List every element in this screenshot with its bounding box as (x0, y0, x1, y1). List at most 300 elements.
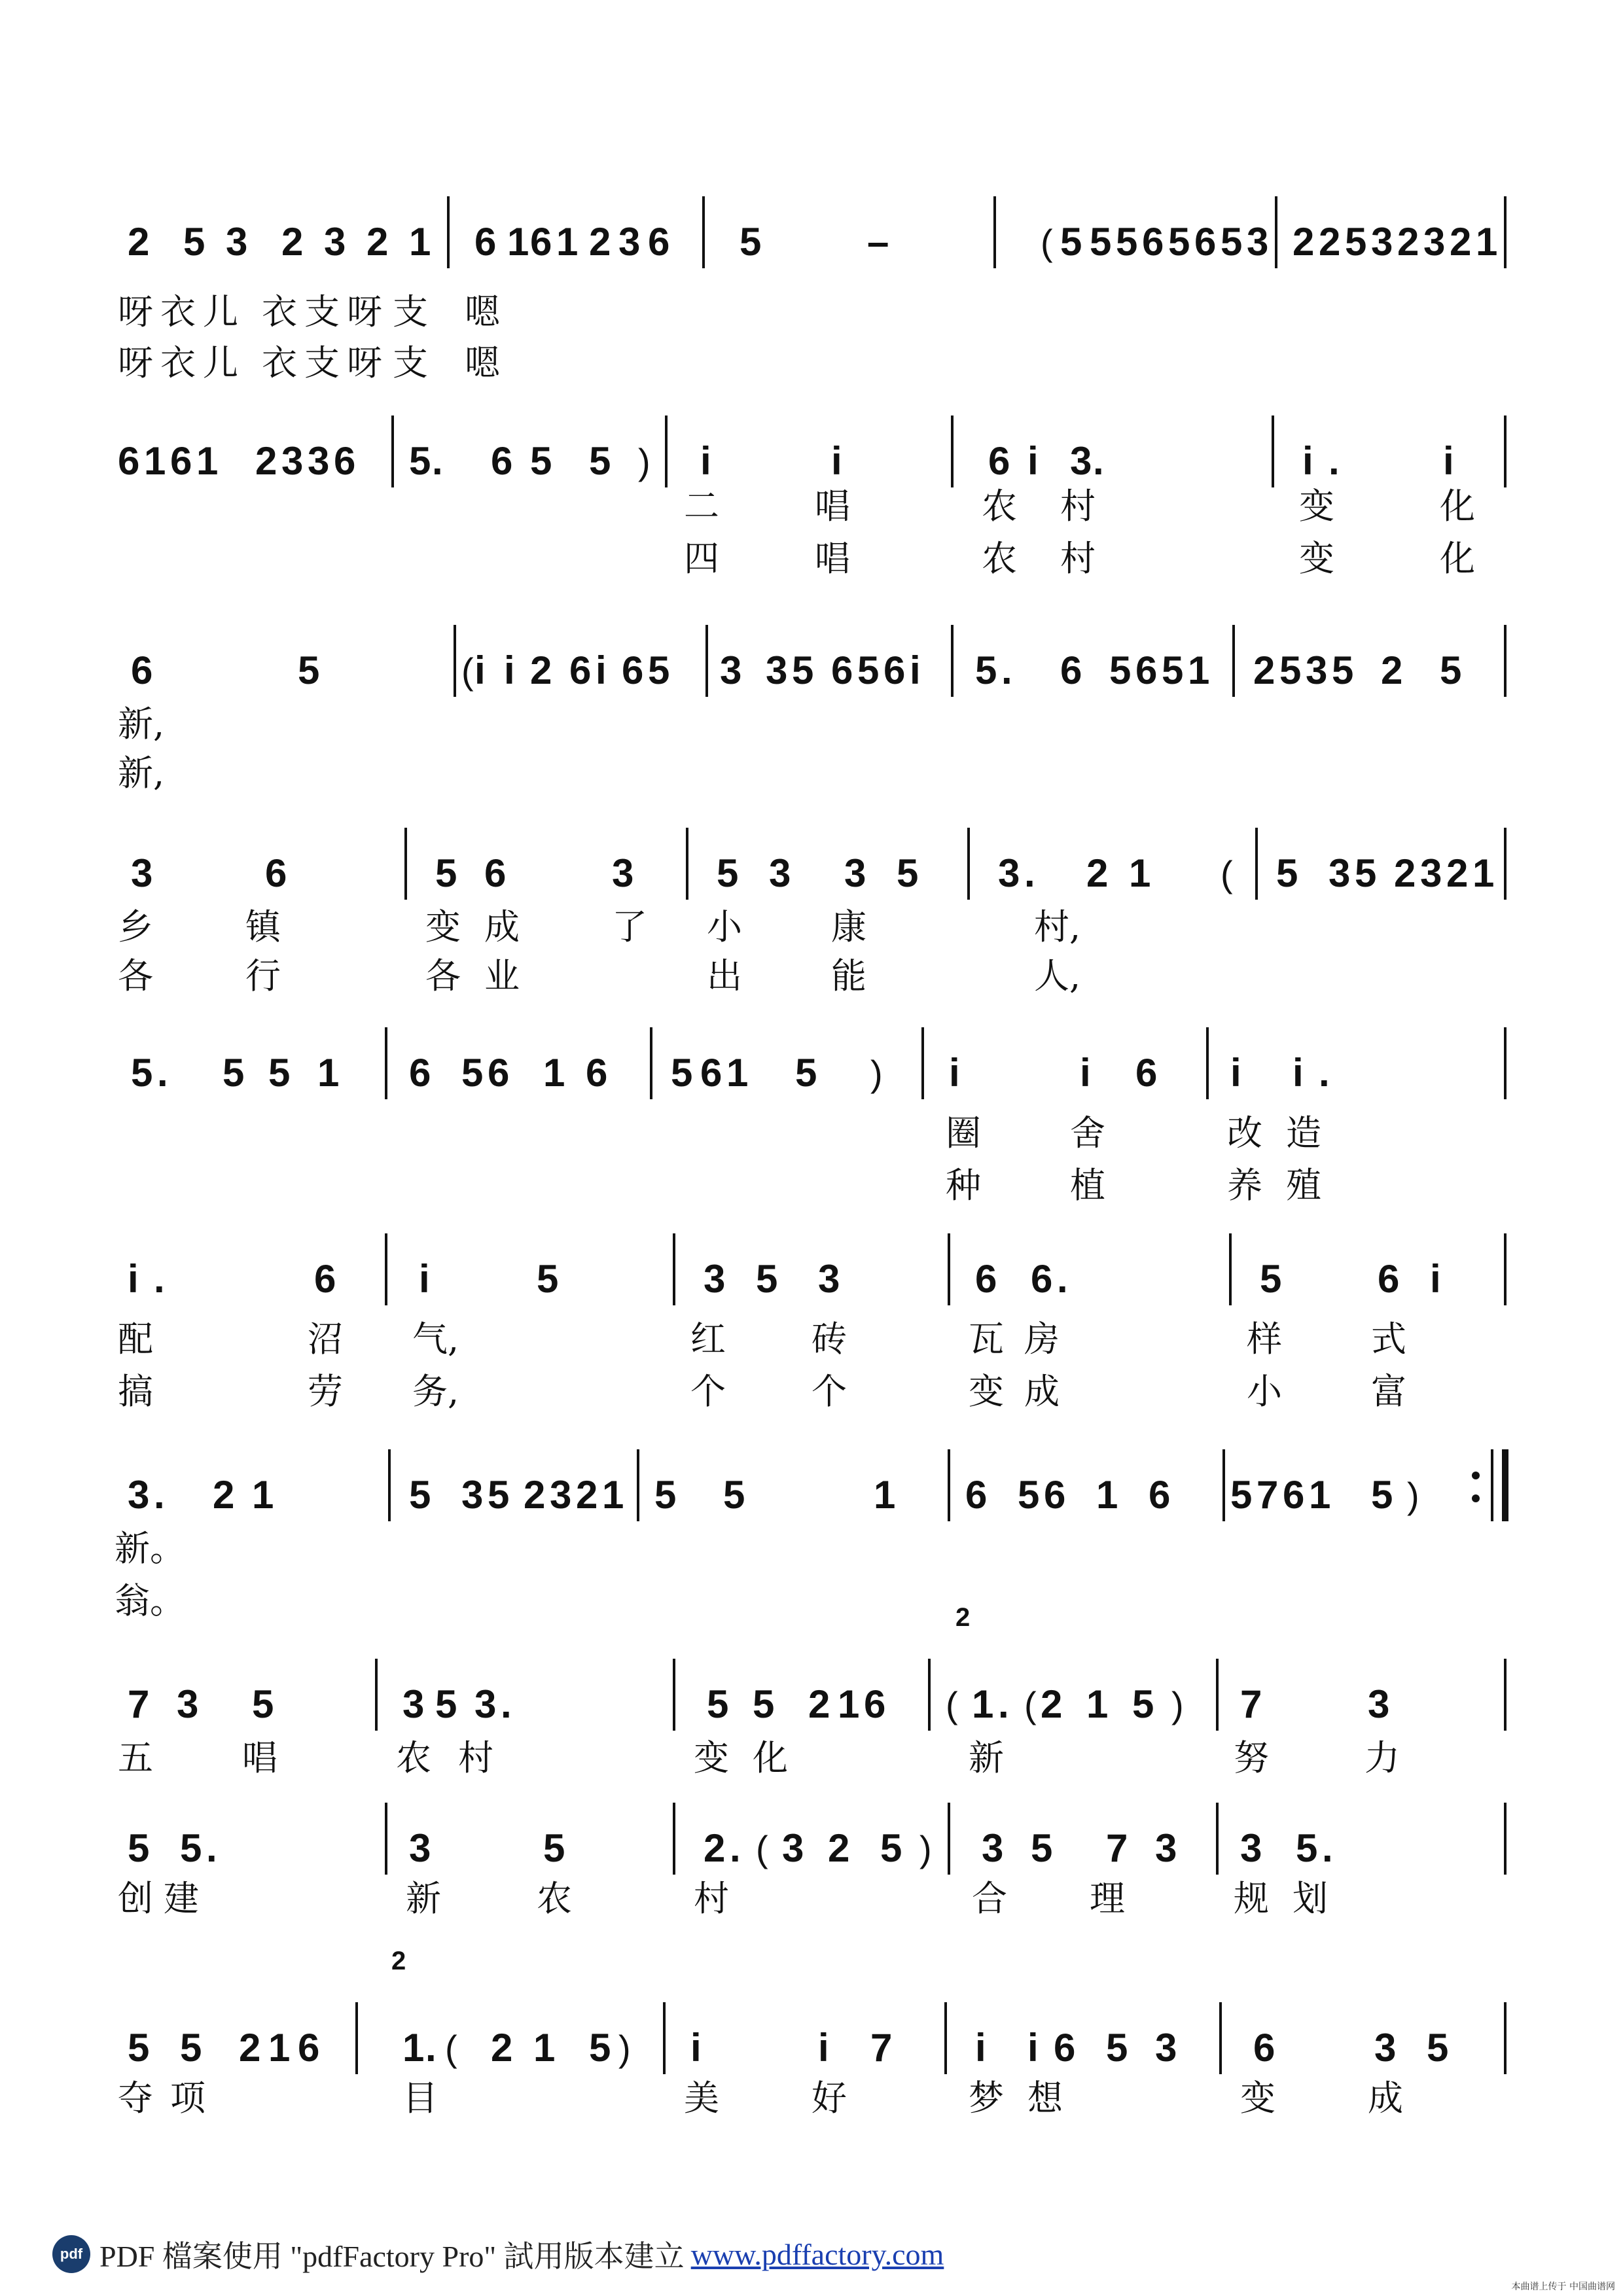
note: 2 (1450, 220, 1472, 264)
repeat-dot (1472, 1494, 1480, 1502)
note: 6 (170, 439, 192, 483)
note: 1 (1476, 220, 1498, 264)
note: i (831, 439, 842, 483)
note: 5 (1276, 851, 1298, 895)
note: 3 (982, 1826, 1004, 1870)
note: 5 (1090, 220, 1112, 264)
note: . (206, 1826, 217, 1870)
lyric-char: 儿 (203, 291, 238, 332)
lyric-char: 各 (425, 955, 461, 997)
lyric-char: 四 (684, 538, 719, 579)
note: 6 (831, 648, 853, 692)
lyric-char: 气, (412, 1318, 459, 1360)
note: 3 (1240, 1826, 1262, 1870)
lyric-char: 衣 (262, 291, 297, 332)
note: . (998, 1682, 1009, 1726)
note: i (975, 2026, 986, 2070)
lyric-char: 村 (1060, 486, 1096, 527)
note: 3 (766, 648, 788, 692)
note: 2 (281, 220, 304, 264)
note: 5 (975, 648, 997, 692)
note: i (1302, 439, 1313, 483)
note: 3 (131, 851, 153, 895)
lyric-char: 呀 (118, 291, 153, 332)
paren-symbol: ) (638, 441, 651, 482)
pdf-footer (52, 2231, 944, 2277)
lyric-char: 建 (164, 1878, 199, 1919)
note: 5 (880, 1826, 902, 1870)
note: i (818, 2026, 829, 2070)
note: 6 (1044, 1473, 1066, 1517)
note: i (700, 439, 711, 483)
note: 1 (402, 2026, 425, 2070)
note: 2 (1319, 220, 1341, 264)
lyric-char: 房 (1024, 1318, 1060, 1360)
lyric-char: 力 (1364, 1737, 1400, 1778)
note: 6 (474, 220, 497, 264)
note: 5 (435, 851, 457, 895)
lyric-char: 村 (458, 1737, 493, 1778)
note: 5 (648, 648, 670, 692)
note: 3 (461, 1473, 484, 1517)
note: 5 (1116, 220, 1138, 264)
note: 5 (857, 648, 880, 692)
lyric-char: 支 (304, 342, 340, 383)
lyric-char: 式 (1371, 1318, 1406, 1360)
note: 5 (1132, 1682, 1154, 1726)
note: 5 (1109, 648, 1132, 692)
lyric-char: 变 (694, 1737, 729, 1778)
lyric-char: 唱 (815, 486, 850, 527)
note: 5 (128, 2026, 150, 2070)
lyric-char: 想 (1027, 2077, 1063, 2119)
note: 3 (618, 220, 641, 264)
note: 2 (589, 220, 611, 264)
lyric-char: 翁。 (115, 1580, 185, 1621)
note: 5 (543, 1826, 565, 1870)
note: 6 (1054, 2026, 1076, 2070)
note: 5 (753, 1682, 775, 1726)
lyric-char: 乡 (118, 906, 153, 947)
lyric-char: 成 (1024, 1371, 1060, 1412)
note: 5 (1279, 648, 1302, 692)
note: 2 (1041, 1682, 1063, 1726)
lyric-char: 支 (393, 342, 428, 383)
note: 2 (808, 1682, 830, 1726)
note: 1 (874, 1473, 896, 1517)
note: 2 (213, 1473, 235, 1517)
note: 3 (1371, 220, 1393, 264)
note: 6 (409, 1051, 431, 1095)
note: 1 (838, 1682, 860, 1726)
note: 3 (1420, 851, 1442, 895)
lyric-char: 合 (972, 1878, 1007, 1919)
note: i (1443, 439, 1454, 483)
lyric-char: 创 (118, 1878, 153, 1919)
lyric-char: 圈 (946, 1112, 981, 1154)
note: 5 (488, 1473, 510, 1517)
note: 6 (883, 648, 906, 692)
note: 6 (491, 439, 513, 483)
lyric-char: 个 (812, 1371, 847, 1412)
lyric-char: 二 (684, 486, 719, 527)
note: 5 (1230, 1473, 1253, 1517)
note: 5 (461, 1051, 484, 1095)
note: 5 (723, 1473, 745, 1517)
note: 1 (1309, 1473, 1331, 1517)
lyric-char: 人, (1034, 955, 1081, 997)
lyric-char: 个 (690, 1371, 726, 1412)
paren-symbol: ( (946, 1684, 958, 1725)
note: 3 (550, 1473, 572, 1517)
lyric-char: 了 (612, 906, 647, 947)
note: 5 (268, 1051, 291, 1095)
note: 5 (1371, 1473, 1393, 1517)
lyric-char: 支 (393, 291, 428, 332)
lyric-char: 村 (1060, 538, 1096, 579)
lyric-char: 划 (1293, 1878, 1328, 1919)
note: 6 (530, 220, 552, 264)
note: 5 (795, 1051, 817, 1095)
lyric-char: 目 (402, 2077, 438, 2119)
lyric-char: 村, (1034, 906, 1081, 947)
note: 3 (474, 1682, 497, 1726)
note: 2 (491, 2026, 513, 2070)
note: 3 (612, 851, 634, 895)
lyric-char: 支 (304, 291, 340, 332)
note: 5 (1355, 851, 1377, 895)
lyric-char: 养 (1227, 1165, 1262, 1206)
note: . (432, 439, 443, 483)
lyric-char: 儿 (203, 342, 238, 383)
lyric-char: 呀 (118, 342, 153, 383)
note: 2 (524, 1473, 546, 1517)
note: 6 (569, 648, 592, 692)
note: 6 (488, 1051, 510, 1095)
note: 5 (183, 220, 205, 264)
note: 3 (281, 439, 304, 483)
note: 6 (1031, 1257, 1053, 1301)
lyric-char: 农 (396, 1737, 431, 1778)
note: 3 (998, 851, 1020, 895)
lyric-char: 新 (969, 1737, 1004, 1778)
note: 1 (972, 1682, 994, 1726)
note: 5 (717, 851, 739, 895)
lyric-char: 变 (1299, 486, 1334, 527)
corner-note: 本曲谱上传于 中国曲谱网 (1511, 2282, 1615, 2292)
lyric-char: 样 (1247, 1318, 1282, 1360)
lyric-char: 村 (694, 1878, 729, 1919)
note: 2 (1253, 648, 1275, 692)
note: . (1319, 1051, 1330, 1095)
lyric-char: 造 (1286, 1112, 1321, 1154)
lyric-char: 行 (245, 955, 281, 997)
lyric-char: 业 (484, 955, 520, 997)
lyric-char: 衣 (262, 342, 297, 383)
note: 6 (265, 851, 287, 895)
lyric-char: 舍 (1070, 1112, 1105, 1154)
note: 1 (726, 1051, 749, 1095)
note: 7 (128, 1682, 150, 1726)
note: 3 (844, 851, 866, 895)
note: 5 (435, 1682, 457, 1726)
note: 6 (1194, 220, 1217, 264)
paren-symbol: ( (1024, 1684, 1037, 1725)
note: 5 (1168, 220, 1190, 264)
note: 3 (704, 1257, 726, 1301)
lyric-char: 呀 (347, 342, 382, 383)
paren-symbol: ( (461, 650, 474, 692)
repeat-dot (1472, 1472, 1480, 1479)
note: 1 (1472, 851, 1495, 895)
note: i (1027, 439, 1039, 483)
note: . (1322, 1826, 1333, 1870)
note: 7 (870, 2026, 893, 2070)
note: 1 (317, 1051, 340, 1095)
lyric-char: 美 (684, 2077, 719, 2119)
note: 5 (671, 1051, 693, 1095)
note: 6 (965, 1473, 988, 1517)
note: 5 (1345, 220, 1367, 264)
note: 2 (1381, 648, 1403, 692)
lyric-char: 各 (118, 955, 153, 997)
note: 5 (1440, 648, 1462, 692)
lyric-char: 成 (484, 906, 520, 947)
note: 5 (1221, 220, 1243, 264)
lyric-char: 富 (1371, 1371, 1406, 1412)
note: 6 (586, 1051, 608, 1095)
lyric-char: 种 (946, 1165, 981, 1206)
note: 6 (314, 1257, 336, 1301)
note: 5 (792, 648, 814, 692)
note: 5 (707, 1682, 729, 1726)
note: 3 (402, 1682, 425, 1726)
note: . (157, 1051, 168, 1095)
note: i (1080, 1051, 1091, 1095)
note: i (1293, 1051, 1304, 1095)
lyric-char: 植 (1070, 1165, 1105, 1206)
note: . (1093, 439, 1104, 483)
note: 6 (118, 439, 140, 483)
note: 6 (1378, 1257, 1400, 1301)
note: i (474, 648, 486, 692)
paren-symbol: ( (1221, 853, 1233, 894)
lyric-char: 化 (1440, 486, 1475, 527)
note: 6 (1142, 220, 1164, 264)
lyric-char: 出 (707, 955, 742, 997)
note: 7 (1257, 1473, 1279, 1517)
note: 5 (409, 1473, 431, 1517)
note: 1 (144, 439, 166, 483)
note: 2 (704, 1826, 726, 1870)
note: 5 (180, 1826, 202, 1870)
note: 5 (252, 1682, 274, 1726)
lyric-char: 夺 (118, 2077, 153, 2119)
note: 1 (507, 220, 529, 264)
note: 5 (298, 648, 320, 692)
note: 5 (537, 1257, 559, 1301)
note: 3 (818, 1257, 840, 1301)
note: 6 (1135, 1051, 1158, 1095)
note: 3 (1329, 851, 1351, 895)
note: 3 (1423, 220, 1446, 264)
note: 5 (530, 439, 552, 483)
lyric-char: 变 (969, 1371, 1004, 1412)
note: 7 (1106, 1826, 1128, 1870)
note: 3 (226, 220, 248, 264)
note: 2 (239, 2026, 261, 2070)
note: – (867, 220, 889, 264)
note: 6 (864, 1682, 886, 1726)
note: 5 (1162, 648, 1184, 692)
lyric-char: 新。 (115, 1528, 185, 1569)
pdf-logo-icon: pdf (52, 2235, 90, 2273)
note: 1 (602, 1473, 624, 1517)
lyric-char: 砖 (812, 1318, 847, 1360)
note: 5 (897, 851, 919, 895)
note: 1 (196, 439, 219, 483)
note: . (425, 2026, 437, 2070)
note: 1 (252, 1473, 274, 1517)
grace-note: 2 (955, 1603, 971, 1632)
note: i (910, 648, 921, 692)
footer-text: PDF 檔案使用 "pdfFactory Pro" 試用版本建立 (99, 2240, 685, 2273)
note: 5 (409, 439, 431, 483)
note: i (690, 2026, 702, 2070)
note: 2 (1293, 220, 1315, 264)
lyric-char: 衣 (160, 342, 196, 383)
note: 1 (543, 1051, 565, 1095)
note: 3 (1155, 2026, 1177, 2070)
lyric-char: 劳 (308, 1371, 343, 1412)
note: 3 (177, 1682, 199, 1726)
note: 5 (1427, 2026, 1449, 2070)
note: 5 (756, 1257, 778, 1301)
lyric-char: 搞 (118, 1371, 153, 1412)
paren-symbol: ) (1171, 1684, 1184, 1725)
lyric-char: 沼 (308, 1318, 343, 1360)
lyric-char: 康 (831, 906, 866, 947)
note: 3 (1306, 648, 1328, 692)
lyric-char: 嗯 (465, 342, 500, 383)
note: . (1024, 851, 1035, 895)
lyric-char: 镇 (245, 906, 281, 947)
paren-symbol: ( (756, 1828, 768, 1869)
note: 3 (1155, 1826, 1177, 1870)
note: . (154, 1257, 165, 1301)
note: 1 (409, 220, 431, 264)
lyric-char: 殖 (1286, 1165, 1321, 1206)
note: i (419, 1257, 430, 1301)
note: 5 (223, 1051, 245, 1095)
lyric-char: 农 (982, 486, 1017, 527)
note: 3 (1247, 220, 1269, 264)
note: 6 (484, 851, 507, 895)
paren-symbol: ( (445, 2028, 457, 2069)
lyric-char: 化 (1440, 538, 1475, 579)
note: 5 (1260, 1257, 1282, 1301)
note: 3 (782, 1826, 804, 1870)
lyric-char: 努 (1234, 1737, 1269, 1778)
paren-symbol: ) (618, 2028, 631, 2069)
lyric-char: 小 (707, 906, 742, 947)
lyric-char: 红 (690, 1318, 726, 1360)
lyric-char: 配 (118, 1318, 153, 1360)
paren-symbol: ( (1041, 222, 1053, 263)
note: 6 (648, 220, 670, 264)
lyric-char: 瓦 (969, 1318, 1004, 1360)
note: 5 (180, 2026, 202, 2070)
note: . (1057, 1257, 1068, 1301)
paren-symbol: ) (870, 1053, 883, 1094)
lyric-char: 新, (118, 752, 165, 794)
note: 5 (1332, 648, 1354, 692)
note: 2 (366, 220, 389, 264)
note: i (949, 1051, 960, 1095)
note: . (730, 1826, 741, 1870)
note: 2 (828, 1826, 850, 1870)
note: 3 (324, 220, 346, 264)
lyric-char: 理 (1090, 1878, 1125, 1919)
lyric-char: 梦 (969, 2077, 1004, 2119)
note: 6 (622, 648, 644, 692)
note: i (1027, 2026, 1039, 2070)
lyric-char: 新 (406, 1878, 441, 1919)
note: i (504, 648, 515, 692)
note: 6 (1149, 1473, 1171, 1517)
note: 3 (769, 851, 791, 895)
lyric-char: 嗯 (465, 291, 500, 332)
note: 6 (1283, 1473, 1305, 1517)
lyric-char: 好 (812, 2077, 847, 2119)
note: 3 (409, 1826, 431, 1870)
lyric-char: 能 (831, 955, 866, 997)
lyric-char: 唱 (242, 1737, 277, 1778)
note: 6 (988, 439, 1010, 483)
note: 7 (1240, 1682, 1262, 1726)
note: 2 (1397, 220, 1419, 264)
lyric-char: 成 (1368, 2077, 1403, 2119)
note: 2 (576, 1473, 598, 1517)
note: 1 (1086, 1682, 1109, 1726)
paren-symbol: ) (919, 1828, 932, 1869)
note: 5 (1106, 2026, 1128, 2070)
note: 1 (1129, 851, 1151, 895)
note: 2 (128, 220, 150, 264)
note: 6 (700, 1051, 722, 1095)
note: i (1230, 1051, 1241, 1095)
note: 3 (128, 1473, 150, 1517)
lyric-char: 农 (537, 1878, 572, 1919)
note: 5 (589, 439, 611, 483)
note: 5 (131, 1051, 153, 1095)
lyric-char: 项 (170, 2077, 205, 2119)
note: 3 (720, 648, 742, 692)
lyric-char: 呀 (347, 291, 382, 332)
lyric-char: 小 (1247, 1371, 1282, 1412)
note: 6 (131, 648, 153, 692)
note: 5 (589, 2026, 611, 2070)
lyric-char: 变 (425, 906, 461, 947)
note: . (1001, 648, 1012, 692)
footer-link[interactable]: www.pdffactory.com (690, 2237, 944, 2271)
note: 3 (1368, 1682, 1390, 1726)
paren-symbol: ) (1407, 1475, 1419, 1516)
note: 5 (1060, 220, 1082, 264)
note: 2 (1394, 851, 1416, 895)
note: . (154, 1473, 165, 1517)
note: 6 (1060, 648, 1082, 692)
